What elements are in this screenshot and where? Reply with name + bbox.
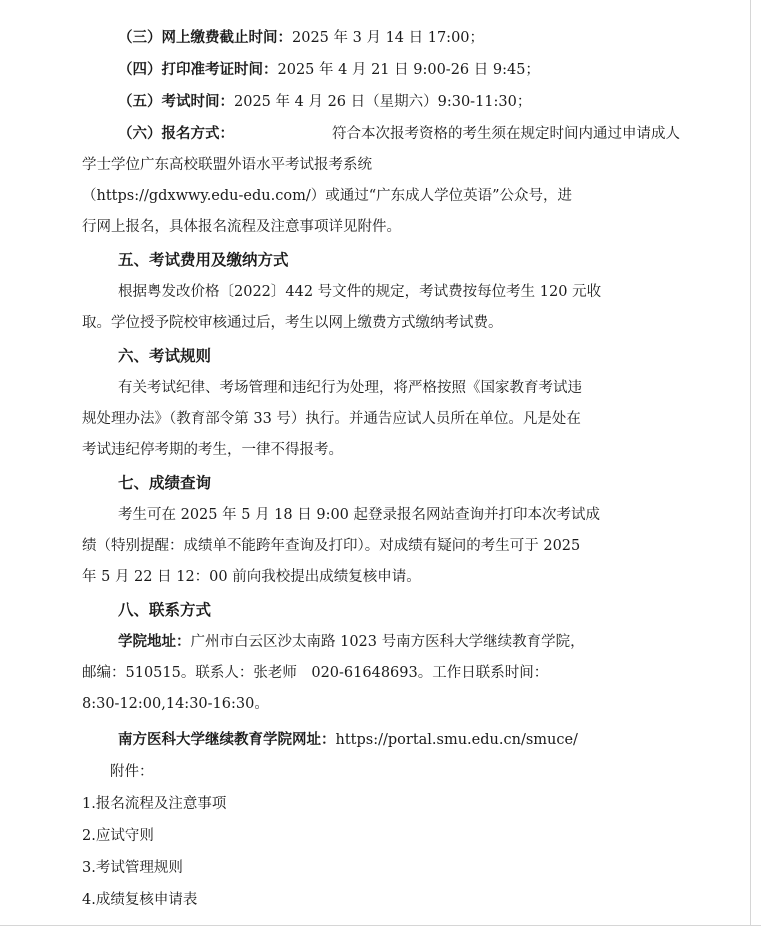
section5-heading: 五、考试费用及缴纳方式 [118, 251, 289, 269]
schedule-print-ticket-value: 2025 年 4 月 21 日 9:00-26 日 9:45； [277, 62, 540, 78]
page-right-edge [750, 0, 751, 926]
section7-heading: 七、成绩查询 [118, 474, 212, 492]
section6-line-3: 考试违纪停考期的考生，一律不得报考。 [82, 442, 343, 458]
schedule-fee-deadline-label: （三）网上缴费截止时间： [118, 29, 292, 46]
section8-heading: 八、联系方式 [118, 601, 212, 619]
contact-address-line-1 [118, 632, 585, 652]
contact-address-label: 学院地址： [118, 633, 191, 650]
section5-line-2: 取。学位授予院校审核通过后，考生以网上缴费方式缴纳考试费。 [82, 315, 503, 331]
schedule-print-ticket [118, 60, 540, 80]
contact-address-line-2: 邮编：510515。联系人：张老师 020-61648693。工作日联系时间： [82, 665, 549, 681]
schedule-fee-deadline [118, 28, 484, 48]
schedule-exam-time-label: （五）考试时间： [118, 93, 234, 110]
section6-line-2: 规处理办法》（教育部令第 33 号）执行。并通告应试人员所在单位。凡是处在 [82, 411, 581, 427]
registration-line-3 [82, 186, 680, 206]
attachment-item-3: 3.考试管理规则 [82, 860, 183, 876]
schedule-print-ticket-label: （四）打印准考证时间： [118, 61, 278, 78]
registration-text-1: 符合本次报考资格的考生须在规定时间内通过申请成人 [332, 126, 680, 142]
schedule-exam-time [118, 92, 531, 112]
attachment-item-4: 4.成绩复核申请表 [82, 892, 198, 908]
schedule-exam-time-value: 2025 年 4 月 26 日（星期六）9:30-11:30； [234, 94, 532, 110]
section7-line-2: 绩（特别提醒：成绩单不能跨年查询及打印）。对成绩有疑问的考生可于 2025 [82, 538, 581, 554]
registration-line-2: 学士学位广东高校联盟外语水平考试报考系统 [82, 157, 372, 173]
website-link[interactable]: https://portal.smu.edu.cn/smuce/ [335, 732, 578, 748]
section6-heading: 六、考试规则 [118, 347, 212, 365]
contact-address-line-3: 8:30-12:00,14:30-16:30。 [82, 696, 269, 712]
registration-label: （六）报名方式： [118, 125, 234, 142]
attachment-item-1: 1.报名流程及注意事项 [82, 796, 227, 812]
website-line [118, 730, 578, 750]
contact-address-text: 广州市白云区沙太南路 1023 号南方医科大学继续教育学院， [190, 634, 585, 650]
registration-line-1 [118, 124, 680, 144]
section6-line-1: 有关考试纪律、考场管理和违纪行为处理，将严格按照《国家教育考试违 [118, 380, 582, 396]
section7-line-1: 考生可在 2025 年 5 月 18 日 9:00 起登录报名网站查询并打印本次考试成 [118, 507, 601, 523]
registration-text-3: （https://gdxwwy.edu-edu.com/）或通过“广东成人学位英语”公众号，进 [82, 188, 573, 204]
registration-line-4: 行网上报名，具体报名流程及注意事项详见附件。 [82, 219, 401, 235]
website-label: 南方医科大学继续教育学院网址： [118, 731, 336, 748]
schedule-fee-deadline-value: 2025 年 3 月 14 日 17:00； [292, 30, 485, 46]
attachment-item-2: 2.应试守则 [82, 828, 154, 844]
attachments-title: 附件： [110, 764, 154, 780]
section5-line-1: 根据粤发改价格〔2022〕442 号文件的规定，考试费按每位考生 120 元收 [118, 284, 602, 300]
section7-line-3: 年 5 月 22 日 12：00 前向我校提出成绩复核申请。 [82, 569, 421, 585]
